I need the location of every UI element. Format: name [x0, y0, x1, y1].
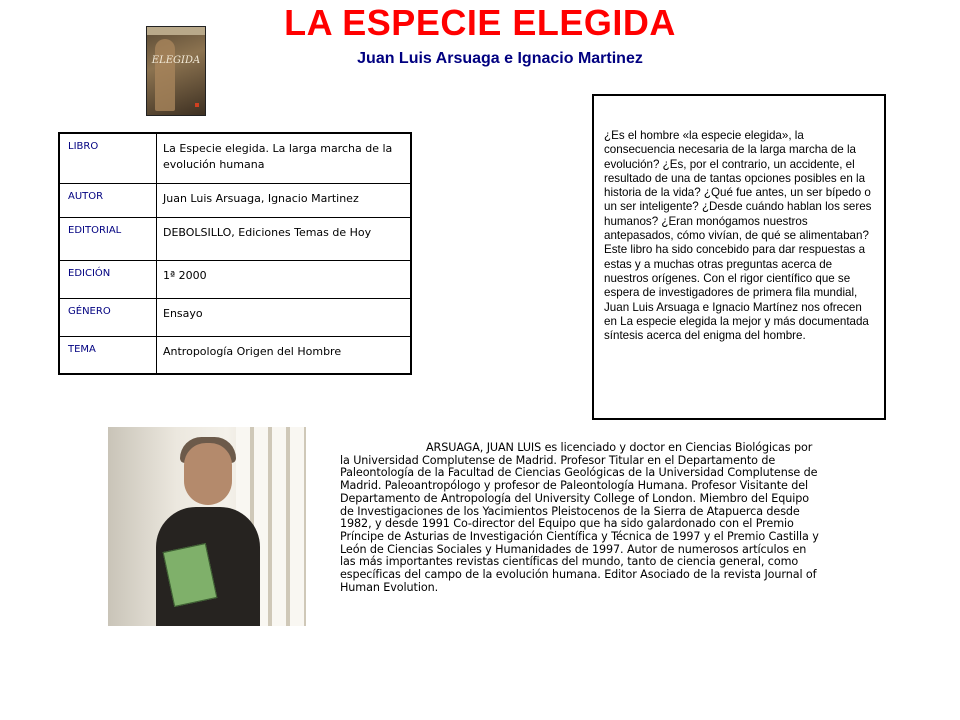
table-row — [59, 336, 411, 374]
book-cover-image — [146, 26, 206, 116]
cover-band — [147, 27, 205, 35]
cover-figure — [155, 39, 175, 111]
author-photo — [108, 427, 306, 626]
row-value: La Especie elegida. La larga marcha de la evolución humana — [157, 133, 412, 183]
table-row — [59, 133, 411, 183]
row-label: EDICIÓN — [59, 260, 157, 298]
row-label: LIBRO — [59, 133, 157, 183]
table-row — [59, 217, 411, 260]
row-value: 1ª 2000 — [157, 260, 412, 298]
row-value: Juan Luis Arsuaga, Ignacio Martinez — [157, 183, 412, 217]
cover-title: ELEGIDA — [151, 55, 201, 66]
author-bio — [340, 442, 824, 594]
row-label: GÉNERO — [59, 298, 157, 336]
row-label: EDITORIAL — [59, 217, 157, 260]
table-row — [59, 260, 411, 298]
publisher-logo-icon — [195, 103, 199, 107]
table-row — [59, 298, 411, 336]
book-description: ¿Es el hombre «la especie elegida», la consecuencia necesaria de la larga marcha de la evolución? ¿Es, por el contrario, un accidente, el resultado de una de tantas opciones posibles en la historia de la vida? ¿Qué fue antes, un ser bípedo o un ser inteligente? ¿Desde cuándo hablan los seres humanos? ¿Eran monógamos nuestros antepasados, cómo vivían, de qué se alimentaban? Este libro ha sido concebido para dar respuestas a estas y a muchas otras preguntas acerca de nuestros orígenes. Con el rigor científico que se espera de investigadores de primera fila mundial, Juan Luis Arsuaga e Ignacio Martínez nos ofrecen en La especie elegida la mejor y más documentada síntesis acerca del enigma del hombre. — [592, 94, 886, 420]
page-subtitle: Juan Luis Arsuaga e Ignacio Martinez — [357, 50, 643, 67]
row-label: TEMA — [59, 336, 157, 374]
author-bio-text: ARSUAGA, JUAN LUIS es licenciado y doctor en Ciencias Biológicas por la Universidad Complutense de Madrid. Profesor Titular en el Departamento de Paleontología de la Facultad de Ciencias Geológicas de la Universidad Complutense de Madrid. Paleoantropólogo y profesor de Paleontología Humana. Profesor Visitante del Departamento de Antropología del University College of London. Miembro del Equipo de Investigaciones de los Yacimientos Pleistocenos de la Sierra de Atapuerca desde 1982, y desde 1991 Co-director del Equipo que ha sido galardonado con el Premio Príncipe de Asturias de Investigación Científica y Técnica de 1997 y el Premio Castilla y León de Ciencias Sociales y Humanidades de 1997. Autor de numerosos artículos en las más importantes revistas científicas del mundo, tanto de ciencia general, como específicas del campo de la evolución humana. Editor Asociado de la revista Journal of Human Evolution. — [340, 441, 819, 594]
row-value: DEBOLSILLO, Ediciones Temas de Hoy — [157, 217, 412, 260]
photo-person-head — [184, 443, 232, 505]
book-info-table — [58, 132, 412, 375]
row-value: Ensayo — [157, 298, 412, 336]
page-title: LA ESPECIE ELEGIDA — [284, 2, 676, 43]
row-label: AUTOR — [59, 183, 157, 217]
row-value: Antropología Origen del Hombre — [157, 336, 412, 374]
table-row — [59, 183, 411, 217]
